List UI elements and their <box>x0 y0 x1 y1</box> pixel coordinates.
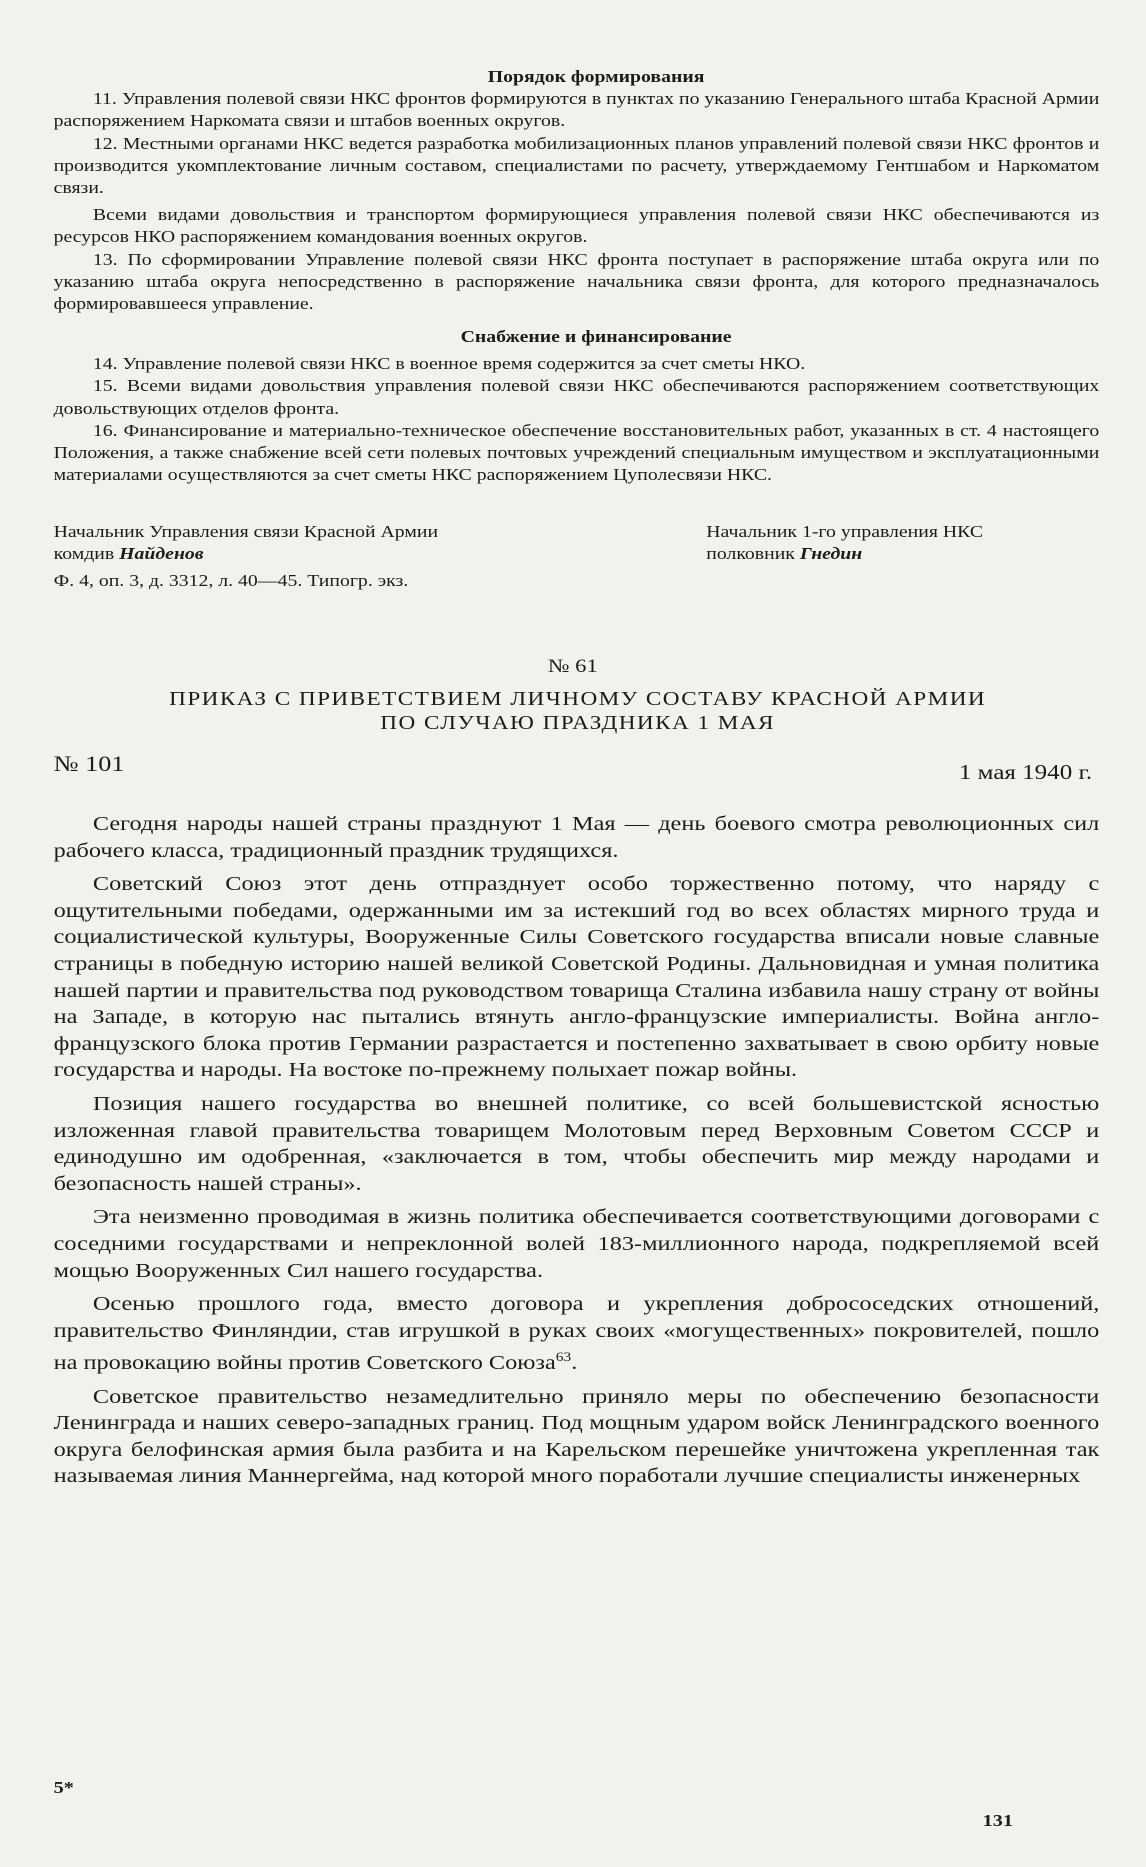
order-paragraph-3: Позиция нашего государства во внешней политике, со всей большевистской ясностью изложенная главой правительства товарищем Молотовым перед Верховным Советом СССР и единодушно им одобренная, «заключается в том, чтобы обеспечить мир между народами и безопасность нашей страны». <box>53 1092 1100 1195</box>
signature-right-rank: полковник <box>706 544 795 563</box>
order-paragraph-2: Советский Союз этот день отпразднует особо торжественно потому, что наряду с ощутительными победами, одержанными им за истекший год во всех областях мирного труда и социалистической культуры, Вооруженные Силы Советского государства вписали новые славные страницы в победную историю нашей великой Советской Родины. Дальновидная и умная политика нашей партии и правительства под руководством товарища Сталина избавила нашу страну от войны на Западе, в которую нас пытались втянуть англо-французские империалисты. Война англо-французского блока против Германии разрастается и постепенно захватывает в свою орбиту новые государства и народы. На востоке по-прежнему полыхает пожар войны. <box>53 873 1100 1082</box>
clause-12-supply: Всеми видами довольствия и транспортом формирующиеся управления полевой связи НКС обеспечиваются из ресурсов НКО распоряжением командования военных округов. <box>53 205 1100 247</box>
signature-right-title: Начальник 1-го управления НКС <box>706 522 984 541</box>
clause-14: 14. Управление полевой связи НКС в военное время содержится за счет сметы НКО. <box>92 354 806 374</box>
clause-15: 15. Всеми видами довольствия управления полевой связи НКС обеспечиваются распоряжением соответствующих довольствующих отделов фронта. <box>53 376 1100 418</box>
formation-heading: Порядок формирования <box>487 67 705 86</box>
clause-11: 11. Управления полевой связи НКС фронтов формируются в пунктах по указанию Генерального штаба Красной Армии распоряжением Наркомата связи и штабов военных округов. <box>53 89 1100 131</box>
document-title-line-2: ПО СЛУЧАЮ ПРАЗДНИКА 1 МАЯ <box>380 713 775 734</box>
archive-reference: Ф. 4, оп. 3, д. 3312, л. 40—45. Типогр. экз. <box>53 571 409 590</box>
order-paragraph-5-end: . <box>571 1352 578 1375</box>
signature-left-name: Найденов <box>119 544 204 563</box>
order-number: № 101 <box>53 751 125 776</box>
order-text <box>54 811 1100 1497</box>
order-paragraph-5-text: Осенью прошлого года, вместо договора и укрепления добрососедских отношений, правительство Финляндии, став игрушкой в руках своих «могущественных» покровителей, пошло на провокацию войны против Советского Союза <box>53 1293 1100 1375</box>
document-number: № 61 <box>547 656 598 677</box>
signature-right <box>706 521 983 565</box>
signature-mark: 5* <box>53 1778 74 1797</box>
page-number: 131 <box>982 1811 1013 1830</box>
order-paragraph-5 <box>54 1291 1100 1377</box>
signature-left <box>54 521 438 565</box>
supply-section <box>54 326 1100 486</box>
signature-right-name-line <box>706 543 983 565</box>
order-paragraph-4: Эта неизменно проводимая в жизнь политика обеспечивается соответствующими договорами с соседними государствами и непреклонной волей 183-миллионного народа, подкрепляемой всей мощью Вооруженных Сил нашего государства. <box>53 1206 1100 1282</box>
signature-left-title: Начальник Управления связи Красной Армии <box>53 522 439 541</box>
document-title-line-1: ПРИКАЗ С ПРИВЕТСТВИЕМ ЛИЧНОМУ СОСТАВУ КРАСНОЙ АРМИИ <box>169 689 987 710</box>
clause-12: 12. Местными органами НКС ведется разработка мобилизационных планов управлений полевой связи НКС фронтов и производится укомплектование личным составом, специалистами по расчету, утверждаемому Гентшабом и Наркоматом связи. <box>53 133 1100 198</box>
formation-section <box>54 66 1100 315</box>
footnote-ref[interactable]: 63 <box>555 1349 572 1365</box>
signature-left-rank: комдив <box>53 544 115 563</box>
signature-left-name-line <box>54 543 438 565</box>
supply-heading: Снабжение и финансирование <box>460 327 732 346</box>
order-date: 1 мая 1940 г. <box>958 760 1093 784</box>
clause-13: 13. По сформировании Управление полевой связи НКС фронта поступает в распоряжение штаба округа или по указанию штаба округа непосредственно в распоряжение начальника связи фронта, для которого предназначалось формировавшееся управление. <box>53 249 1100 314</box>
clause-16: 16. Финансирование и материально-техническое обеспечение восстановительных работ, указанных в ст. 4 настоящего Положения, а также снабжение всей сети полевых почтовых учреждений специальным имуществом и эксплуатационными материалами осуществляются за счет сметы НКС распоряжением Цуполесвязи НКС. <box>53 420 1100 485</box>
document-title <box>89 688 1066 736</box>
order-paragraph-1: Сегодня народы нашей страны празднуют 1 Мая — день боевого смотра революционных сил рабочего класса, традиционный праздник трудящихся. <box>53 813 1100 862</box>
order-paragraph-6: Советское правительство незамедлительно приняло меры по обеспечению безопасности Ленинграда и наших северо-западных границ. Под мощным ударом войск Ленинградского военного округа белофинская армия была разбита и на Карельском перешейке уничтожена укрепленная так называемая линия Маннергейма, над которой много поработали лучшие специалисты инженерных <box>53 1385 1100 1488</box>
signature-right-name: Гнедин <box>799 544 863 563</box>
